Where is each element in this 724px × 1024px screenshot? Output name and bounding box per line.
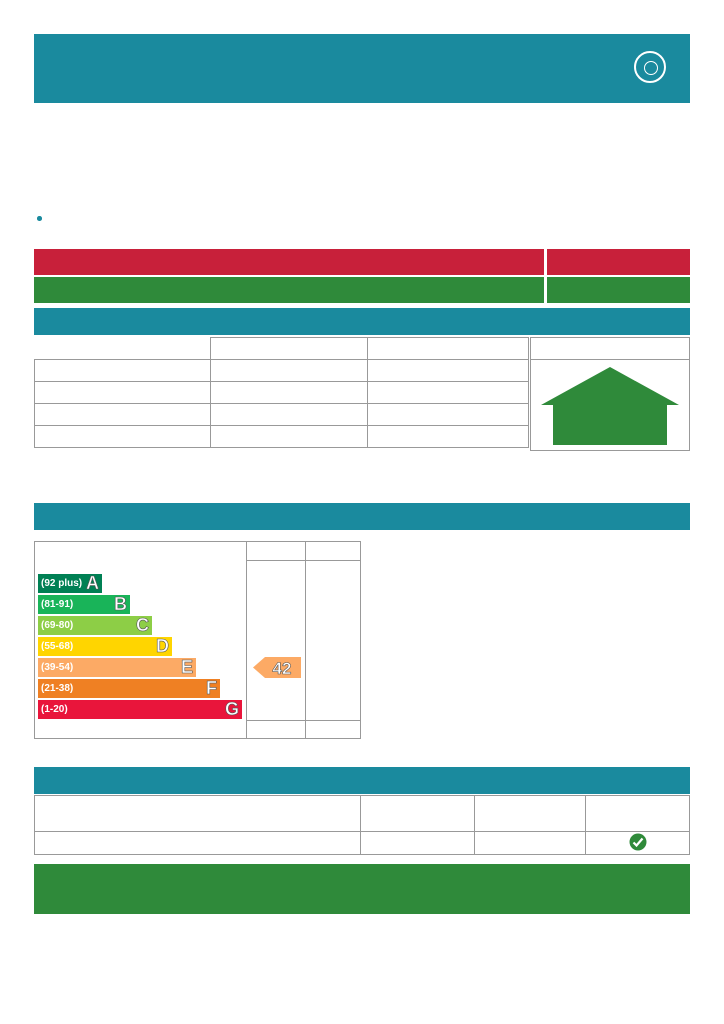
band-letter: F [206, 678, 217, 698]
band-letter: C [136, 615, 149, 635]
measures-header [35, 796, 361, 832]
table-header-blank [35, 338, 211, 360]
band-letter: D [156, 636, 169, 656]
house-savings-icon [531, 361, 689, 451]
savings-label [34, 277, 544, 303]
row-potential [368, 382, 529, 404]
band-letter: E [180, 657, 193, 677]
details-left-values [178, 138, 185, 264]
totals-row [35, 426, 529, 448]
potential-savings-heading [531, 338, 689, 360]
band-range: (92 plus) [41, 578, 83, 589]
estimated-cost-bar [34, 249, 690, 275]
current-rating-arrow [253, 657, 301, 678]
cost-header [361, 796, 475, 832]
rating-section-heading [34, 503, 690, 530]
costs-section-heading [34, 308, 690, 335]
totals-label [35, 426, 211, 448]
row-potential [368, 360, 529, 382]
potential-savings-box [530, 337, 690, 451]
rating-band-b [38, 595, 130, 614]
band-range: (39-54) [41, 662, 74, 673]
band-range: (1-20) [41, 704, 68, 715]
rating-band-a [38, 574, 102, 593]
current-rating-arrow-value: 42 [272, 659, 292, 678]
band-letter: G [224, 699, 239, 719]
rating-band-f [38, 679, 220, 698]
row-label [35, 404, 211, 426]
measure-savings [475, 832, 586, 855]
table-header-row [35, 796, 690, 832]
band-range: (81-91) [41, 599, 74, 610]
savings-value [547, 277, 690, 303]
band-range: (21-38) [41, 683, 74, 694]
table-row [35, 404, 529, 426]
row-label [35, 382, 211, 404]
green-check-icon [629, 833, 647, 851]
measure-cost [361, 832, 475, 855]
row-label [35, 360, 211, 382]
row-potential [368, 404, 529, 426]
table-header-current [210, 338, 368, 360]
band-range: (55-68) [41, 641, 74, 652]
band-letter: B [114, 594, 127, 614]
actions-section-heading [34, 767, 690, 794]
table-row [35, 832, 690, 855]
table-header-row [35, 338, 529, 360]
row-current [210, 360, 368, 382]
rating-band-e [38, 658, 196, 677]
rating-band-c [38, 616, 152, 635]
green-deal-cell [586, 832, 690, 855]
hm-government-logo [634, 51, 672, 83]
totals-potential [368, 426, 529, 448]
table-row [35, 382, 529, 404]
actions-table [34, 795, 690, 855]
rating-band-d [38, 637, 172, 656]
green-deal-header [586, 796, 690, 832]
savings-header [475, 796, 586, 832]
rating-explanation [381, 532, 689, 543]
rating-band-g [38, 700, 242, 719]
costs-table [34, 337, 529, 448]
band-letter: A [86, 573, 99, 593]
row-current [210, 382, 368, 404]
measure-name [35, 832, 361, 855]
table-header-potential [368, 338, 529, 360]
footer-info-box [34, 864, 690, 914]
band-range: (69-80) [41, 620, 74, 631]
header-banner [34, 34, 690, 103]
row-current [210, 404, 368, 426]
totals-current [210, 426, 368, 448]
estimated-cost-label [34, 249, 544, 275]
table-row [35, 360, 529, 382]
royal-crest-icon [634, 51, 666, 83]
savings-bar [34, 277, 690, 303]
estimated-cost-value [547, 249, 690, 275]
